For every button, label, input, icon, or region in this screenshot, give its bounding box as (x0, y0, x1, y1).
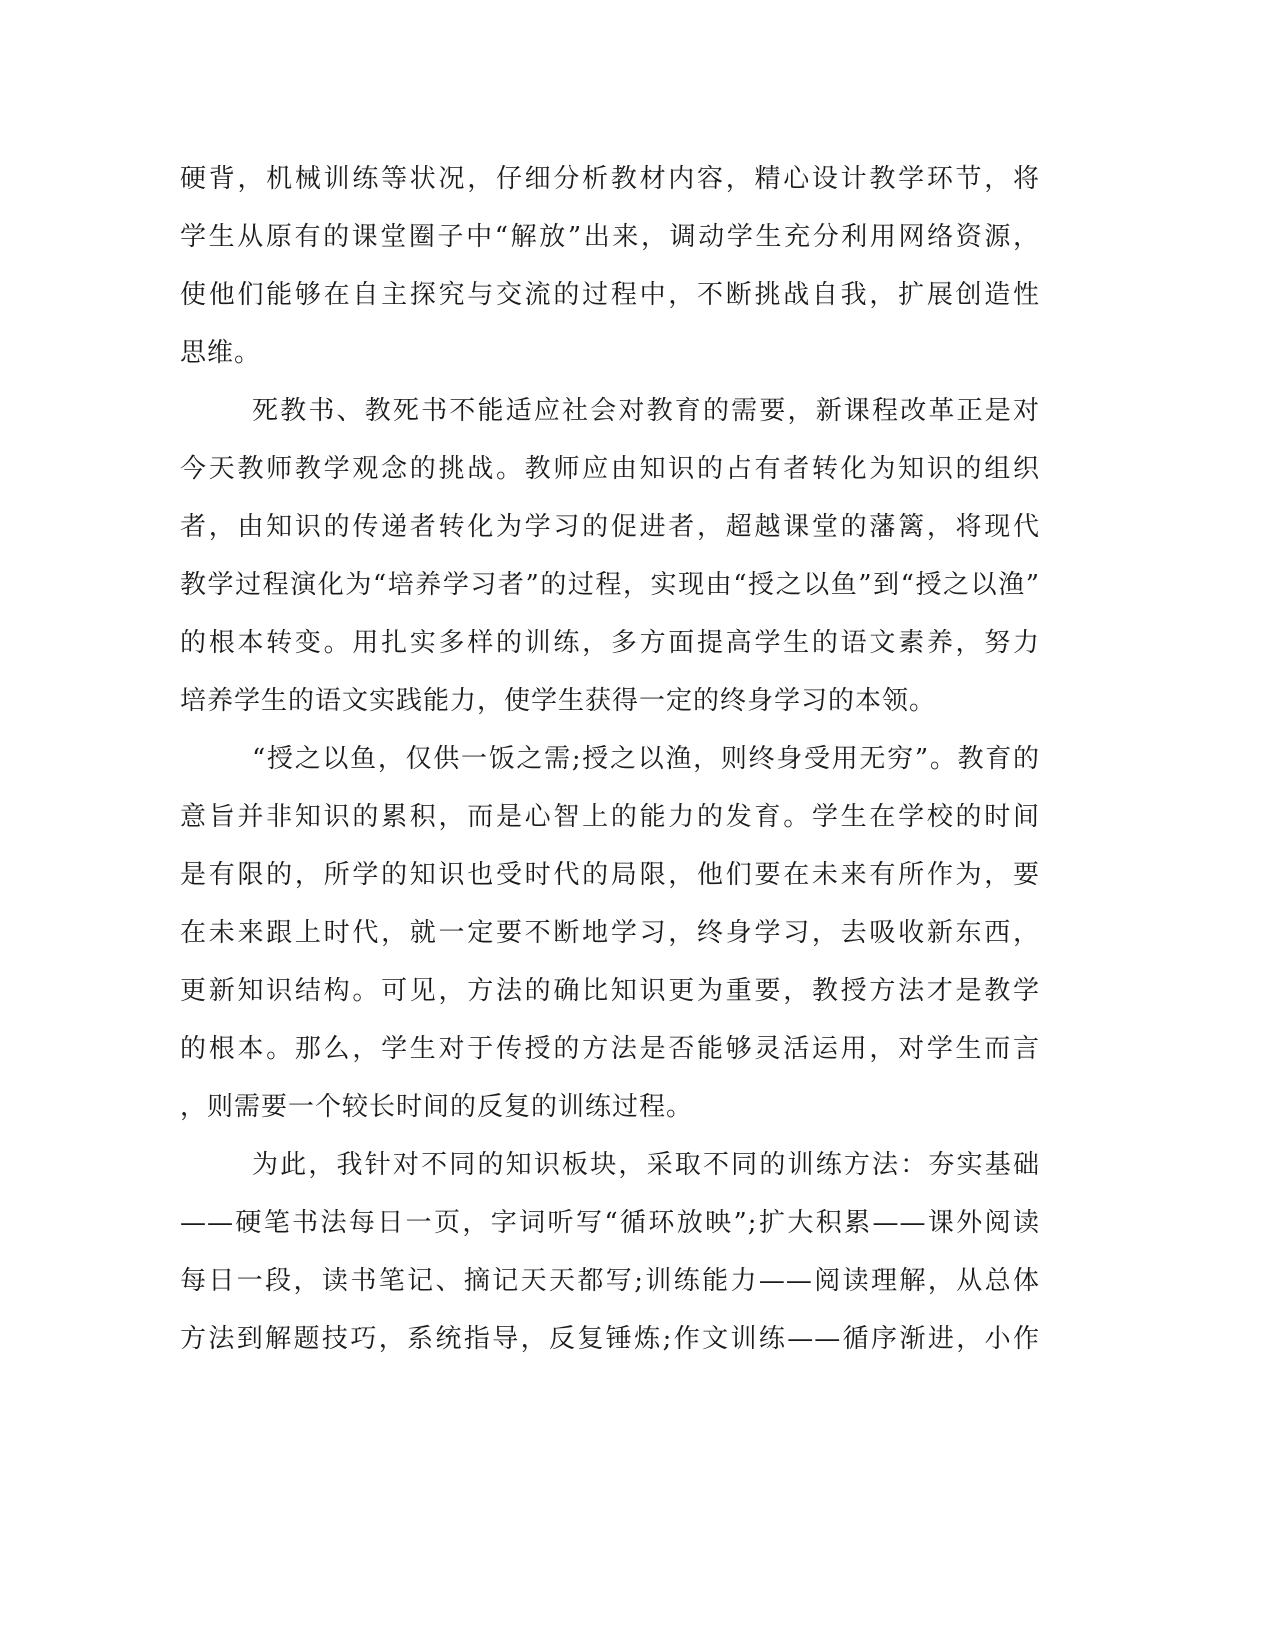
text-line: 死教书、教死书不能适应社会对教育的需要，新课程改革正是对 (252, 396, 1040, 426)
text-line: 硬背，机械训练等状况，仔细分析教材内容，精心设计教学环节，将 (180, 164, 1040, 194)
text-line: 学生从原有的课堂圈子中“解放”出来，调动学生充分利用网络资源， (180, 222, 1040, 252)
text-line: 教学过程演化为“培养学习者”的过程，实现由“授之以鱼”到“授之以渔” (180, 570, 1040, 600)
text-line: 的根本转变。用扎实多样的训练，多方面提高学生的语文素养，努力 (180, 628, 1040, 658)
text-line: 方法到解题技巧，系统指导，反复锤炼;作文训练——循序渐进，小作 (180, 1324, 1040, 1354)
text-line: 今天教师教学观念的挑战。教师应由知识的占有者转化为知识的组织 (180, 454, 1040, 484)
text-line: 每日一段，读书笔记、摘记天天都写;训练能力——阅读理解，从总体 (180, 1266, 1040, 1296)
text-line: ，则需要一个较长时间的反复的训练过程。 (180, 1092, 694, 1122)
text-line: ——硬笔书法每日一页，字词听写“循环放映”;扩大积累——课外阅读 (180, 1208, 1040, 1238)
text-line: 培养学生的语文实践能力，使学生获得一定的终身学习的本领。 (180, 686, 937, 716)
text-line: 在未来跟上时代，就一定要不断地学习，终身学习，去吸收新东西， (180, 918, 1040, 948)
text-line: 思维。 (180, 338, 262, 368)
body-text (180, 150, 1040, 1368)
text-line: “授之以鱼，仅供一饭之需;授之以渔，则终身受用无穷”。教育的 (252, 744, 1040, 774)
text-line: 使他们能够在自主探究与交流的过程中，不断挑战自我，扩展创造性 (180, 280, 1040, 310)
text-line: 更新知识结构。可见，方法的确比知识更为重要，教授方法才是教学 (180, 976, 1040, 1006)
text-line: 者，由知识的传递者转化为学习的促进者，超越课堂的藩篱，将现代 (180, 512, 1040, 542)
text-line: 意旨并非知识的累积，而是心智上的能力的发育。学生在学校的时间 (180, 802, 1040, 832)
text-line: 的根本。那么，学生对于传授的方法是否能够灵活运用，对学生而言 (180, 1034, 1040, 1064)
text-line: 是有限的，所学的知识也受时代的局限，他们要在未来有所作为，要 (180, 860, 1040, 890)
text-line: 为此，我针对不同的知识板块，采取不同的训练方法：夯实基础 (252, 1150, 1040, 1180)
